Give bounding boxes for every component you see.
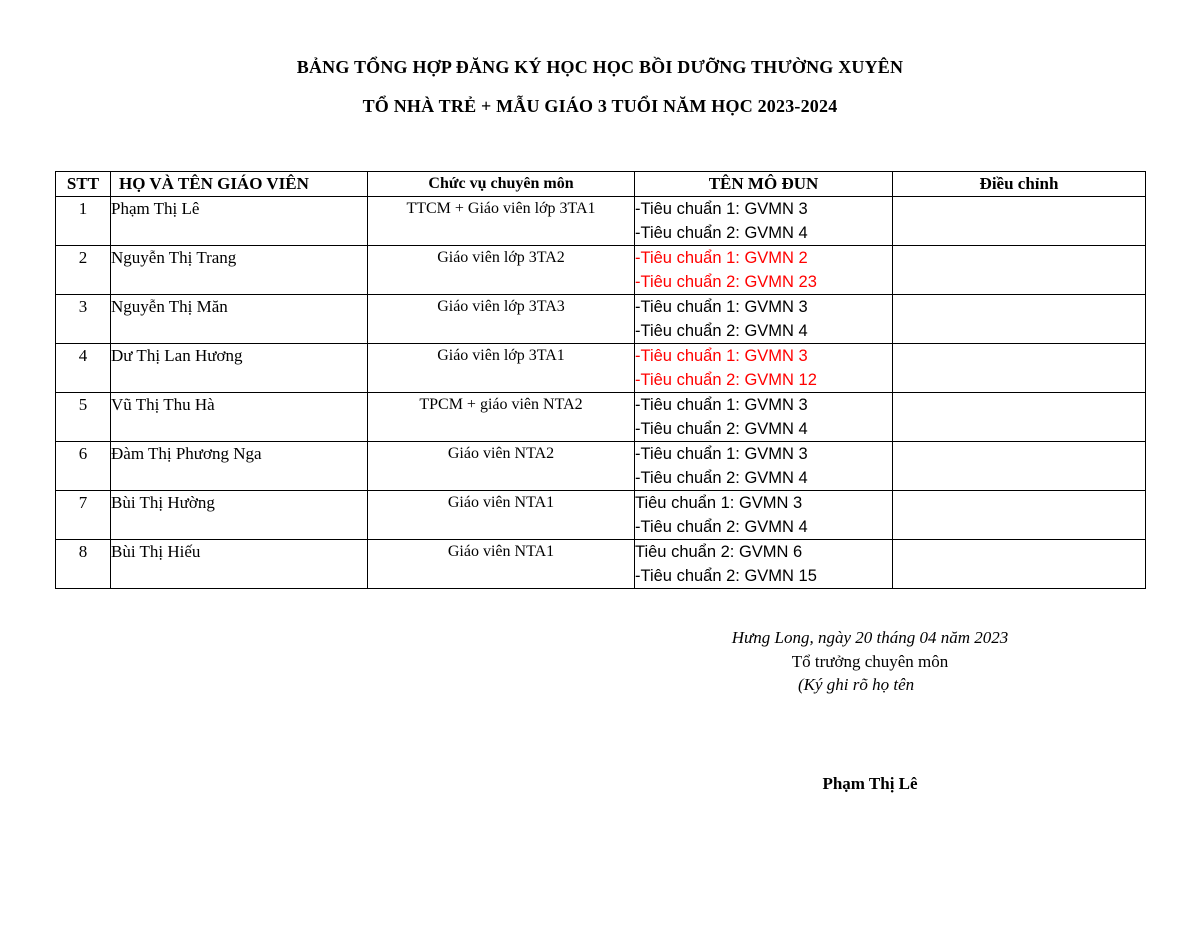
row-role: Giáo viên lớp 3TA1 (368, 344, 635, 393)
row-module (635, 393, 893, 442)
module-line-1: Tiêu chuẩn 2: GVMN 6 (635, 543, 803, 561)
row-stt: 5 (56, 393, 111, 442)
table-row (56, 540, 1146, 589)
registration-table (55, 171, 1146, 589)
module-line-1: Tiêu chuẩn 1: GVMN 3 (635, 494, 803, 512)
row-teacher-name: Phạm Thị Lê (111, 197, 368, 246)
row-teacher-name: Đàm Thị Phương Nga (111, 442, 368, 491)
signature-name: Phạm Thị Lê (822, 774, 918, 793)
module-line-2: -Tiêu chuẩn 2: GVMN 4 (635, 518, 808, 536)
row-stt: 1 (56, 197, 111, 246)
row-module (635, 442, 893, 491)
row-role: Giáo viên NTA2 (368, 442, 635, 491)
table-row (56, 344, 1146, 393)
table-row (56, 491, 1146, 540)
row-stt: 3 (56, 295, 111, 344)
row-module (635, 246, 893, 295)
signature-role: Tổ trưởng chuyên môn (791, 652, 949, 671)
row-adjust (893, 246, 1146, 295)
row-role: Giáo viên lớp 3TA3 (368, 295, 635, 344)
module-line-1: -Tiêu chuẩn 1: GVMN 2 (635, 249, 808, 267)
header-stt: STT (56, 172, 111, 197)
row-teacher-name: Bùi Thị Hiếu (111, 540, 368, 589)
table-header-row (56, 172, 1146, 197)
row-module (635, 491, 893, 540)
module-line-2: -Tiêu chuẩn 2: GVMN 4 (635, 420, 808, 438)
document-subtitle: TỔ NHÀ TRẺ + MẪU GIÁO 3 TUỔI NĂM HỌC 2023-2024 (362, 96, 838, 116)
module-line-2: -Tiêu chuẩn 2: GVMN 15 (635, 567, 817, 585)
module-line-2: -Tiêu chuẩn 2: GVMN 4 (635, 224, 808, 242)
row-module (635, 344, 893, 393)
row-module (635, 295, 893, 344)
table-row (56, 246, 1146, 295)
row-role: TTCM + Giáo viên lớp 3TA1 (368, 197, 635, 246)
row-teacher-name: Dư Thị Lan Hương (111, 344, 368, 393)
table-row (56, 197, 1146, 246)
row-stt: 4 (56, 344, 111, 393)
header-role: Chức vụ chuyên môn (368, 172, 635, 197)
row-module (635, 197, 893, 246)
module-line-1: -Tiêu chuẩn 1: GVMN 3 (635, 445, 808, 463)
header-teacher-name: HỌ VÀ TÊN GIÁO VIÊN (111, 172, 368, 197)
row-stt: 7 (56, 491, 111, 540)
module-line-2: -Tiêu chuẩn 2: GVMN 23 (635, 273, 817, 291)
signature-place-date: Hưng Long, ngày 20 tháng 04 năm 2023 (731, 628, 1009, 647)
table-row (56, 393, 1146, 442)
row-module (635, 540, 893, 589)
row-teacher-name: Nguyễn Thị Măn (111, 295, 368, 344)
row-adjust (893, 491, 1146, 540)
document-title: BẢNG TỔNG HỢP ĐĂNG KÝ HỌC HỌC BỒI DƯỠNG THƯỜNG XUYÊN (296, 57, 904, 77)
row-adjust (893, 295, 1146, 344)
row-role: Giáo viên NTA1 (368, 491, 635, 540)
module-line-1: -Tiêu chuẩn 1: GVMN 3 (635, 200, 808, 218)
row-role: Giáo viên NTA1 (368, 540, 635, 589)
module-line-1: -Tiêu chuẩn 1: GVMN 3 (635, 396, 808, 414)
row-role: TPCM + giáo viên NTA2 (368, 393, 635, 442)
row-adjust (893, 393, 1146, 442)
module-line-1: -Tiêu chuẩn 1: GVMN 3 (635, 347, 808, 365)
row-adjust (893, 344, 1146, 393)
row-stt: 2 (56, 246, 111, 295)
row-teacher-name: Bùi Thị Hường (111, 491, 368, 540)
row-stt: 8 (56, 540, 111, 589)
module-line-2: -Tiêu chuẩn 2: GVMN 4 (635, 469, 808, 487)
table-row (56, 295, 1146, 344)
row-role: Giáo viên lớp 3TA2 (368, 246, 635, 295)
header-module: TÊN MÔ ĐUN (635, 172, 893, 197)
signature-note: (Ký ghi rõ họ tên (798, 675, 915, 694)
module-line-2: -Tiêu chuẩn 2: GVMN 12 (635, 371, 817, 389)
row-teacher-name: Nguyễn Thị Trang (111, 246, 368, 295)
row-adjust (893, 442, 1146, 491)
row-teacher-name: Vũ Thị Thu Hà (111, 393, 368, 442)
table-row (56, 442, 1146, 491)
module-line-1: -Tiêu chuẩn 1: GVMN 3 (635, 298, 808, 316)
row-adjust (893, 540, 1146, 589)
row-adjust (893, 197, 1146, 246)
header-adjust: Điều chỉnh (893, 172, 1146, 197)
module-line-2: -Tiêu chuẩn 2: GVMN 4 (635, 322, 808, 340)
row-stt: 6 (56, 442, 111, 491)
